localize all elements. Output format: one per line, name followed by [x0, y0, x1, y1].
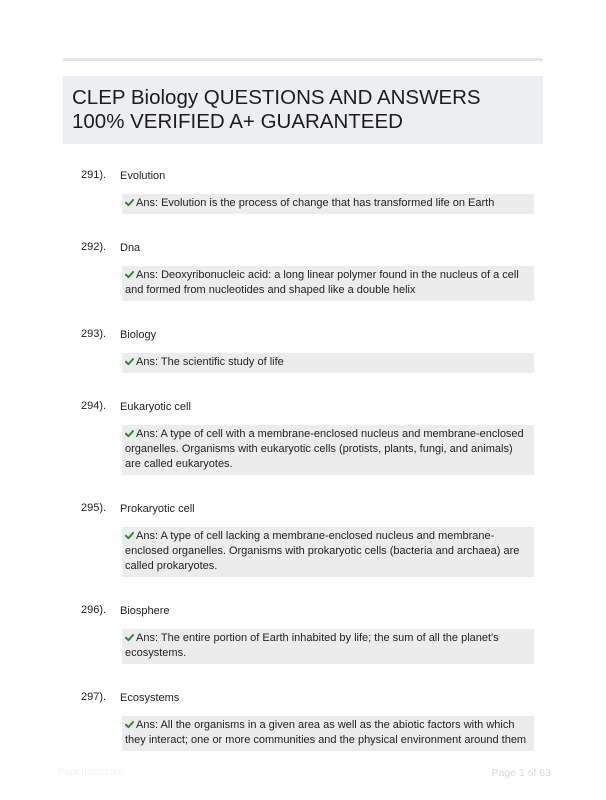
question-term: Ecosystems: [120, 692, 180, 704]
question-term: Biology: [120, 329, 157, 341]
title-banner: [63, 76, 543, 144]
checkmark-icon: [125, 429, 134, 438]
answer-text: The entire portion of Earth inhabited by life; the sum of all the planet's ecosystems.: [125, 632, 499, 659]
question-number: 295).: [81, 502, 107, 514]
question-number: 294).: [81, 400, 107, 412]
qa-header: [63, 603, 543, 619]
answer-prefix: Ans:: [136, 719, 161, 731]
question-term: Evolution: [120, 170, 166, 182]
answer-text: A type of cell lacking a membrane-enclosed nucleus and membrane-enclosed organelles. Organisms with prokaryotic cells (bacteria and archaea) are called prokaryotes.: [125, 530, 520, 572]
page-indicator: Page 1 of 63: [491, 767, 551, 779]
qa-item: [63, 501, 543, 577]
answer-prefix: Ans:: [136, 269, 162, 281]
answer-prefix: Ans:: [136, 632, 161, 644]
question-term: Dna: [120, 242, 141, 254]
qa-item: [63, 240, 543, 301]
qa-list: [63, 168, 543, 777]
checkmark-icon: [125, 270, 134, 279]
checkmark-icon: [125, 531, 134, 540]
answer-text: Deoxyribonucleic acid: a long linear polymer found in the nucleus of a cell and formed from nucleotides and shaped like a double helix: [125, 269, 519, 296]
answer-box: [122, 194, 534, 214]
qa-header: [63, 399, 543, 415]
checkmark-icon: [125, 198, 134, 207]
answer-box: [122, 716, 534, 751]
qa-item: [63, 603, 543, 664]
question-term: Biosphere: [120, 605, 170, 617]
question-term: Prokaryotic cell: [120, 503, 195, 515]
top-divider: [63, 58, 543, 61]
question-number: 293).: [81, 328, 107, 340]
answer-prefix: Ans:: [136, 197, 162, 209]
qa-header: [63, 690, 543, 706]
checkmark-icon: [125, 720, 134, 729]
question-number: 296).: [81, 604, 107, 616]
answer-prefix: Ans:: [136, 530, 161, 542]
answer-text: A type of cell with a membrane-enclosed nucleus and membrane-enclosed organelles. Organisms with eukaryotic cells (protists, plants, fungi, and animals) are called eukaryotes.: [125, 428, 524, 470]
qa-header: [63, 240, 543, 256]
answer-box: [122, 266, 534, 301]
qa-item: [63, 327, 543, 373]
question-number: 291).: [81, 169, 107, 181]
answer-text: The scientific study of life: [160, 356, 284, 368]
answer-box: [122, 629, 534, 664]
page-title: CLEP Biology QUESTIONS AND ANSWERS 100% VERIFIED A+ GUARANTEED: [72, 86, 481, 133]
qa-header: [63, 168, 543, 184]
checkmark-icon: [125, 633, 134, 642]
answer-text: Evolution is the process of change that has transformed life on Earth: [161, 197, 495, 209]
question-number: 292).: [81, 241, 107, 253]
answer-prefix: Ans:: [136, 428, 161, 440]
answer-text: All the organisms in a given area as well as the abiotic factors with which they interact; one or more communities and the physical environment around them: [125, 719, 527, 746]
qa-item: [63, 168, 543, 214]
answer-box: [122, 527, 534, 577]
footer-watermark: Paperlibic.com: [58, 767, 124, 778]
question-number: 297).: [81, 691, 107, 703]
answer-prefix: Ans:: [136, 356, 161, 368]
answer-box: [122, 353, 534, 373]
qa-header: [63, 327, 543, 343]
qa-header: [63, 501, 543, 517]
question-term: Eukaryotic cell: [120, 401, 191, 413]
answer-box: [122, 425, 534, 475]
qa-item: [63, 690, 543, 751]
checkmark-icon: [125, 357, 134, 366]
qa-item: [63, 399, 543, 475]
